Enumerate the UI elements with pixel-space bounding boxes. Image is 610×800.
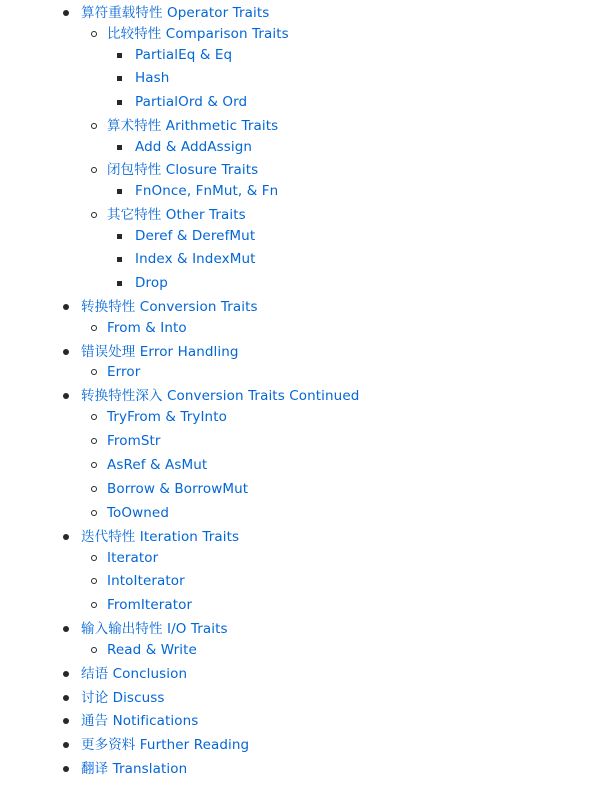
toc-item-from-into [91, 318, 187, 338]
toc-item-iterator [91, 548, 158, 568]
bullet-disc-icon [63, 718, 69, 724]
toc-item-asref-asmut [91, 455, 207, 475]
bullet-circle-icon [91, 462, 97, 468]
toc-link[interactable]: PartialOrd & Ord [135, 94, 248, 110]
toc-item-add-addassign [117, 137, 252, 157]
bullet-disc-icon [63, 393, 69, 399]
bullet-circle-icon [91, 486, 97, 492]
toc-link[interactable]: Index & IndexMut [135, 251, 256, 267]
toc-item-read-write [91, 640, 197, 660]
bullet-circle-icon [91, 438, 97, 444]
toc-item-closure-traits [91, 160, 258, 180]
toc-item-toowned [91, 503, 169, 523]
toc-link[interactable]: IntoIterator [107, 573, 185, 589]
toc-link[interactable]: ToOwned [107, 505, 170, 521]
toc-link[interactable]: 迭代特性 Iteration Traits [81, 529, 240, 545]
toc-item-conversion-traits [63, 297, 258, 317]
toc-link[interactable]: Iterator [107, 550, 159, 566]
toc-link[interactable]: 闭包特性 Closure Traits [107, 162, 259, 178]
bullet-circle-icon [91, 123, 97, 129]
bullet-square-icon [117, 257, 122, 262]
toc-link[interactable]: 算术特性 Arithmetic Traits [107, 118, 279, 134]
toc-item-conclusion [63, 664, 187, 684]
toc-item-translation [63, 759, 187, 779]
toc-link[interactable]: FromIterator [107, 597, 193, 613]
toc-link[interactable]: 比较特性 Comparison Traits [107, 26, 289, 42]
toc-item-notifications [63, 711, 198, 731]
bullet-circle-icon [91, 602, 97, 608]
toc-link[interactable]: 转换特性 Conversion Traits [81, 299, 258, 315]
toc-item-deref-derefmut [117, 226, 255, 246]
toc-item-further-reading [63, 735, 249, 755]
toc-item-borrow-borrowmut [91, 479, 248, 499]
bullet-disc-icon [63, 695, 69, 701]
toc-item-tryfrom-tryinto [91, 407, 227, 427]
bullet-circle-icon [91, 31, 97, 37]
bullet-disc-icon [63, 742, 69, 748]
toc-item-iteration-traits [63, 527, 239, 547]
bullet-circle-icon [91, 578, 97, 584]
toc-link[interactable]: 其它特性 Other Traits [107, 207, 246, 223]
toc-item-fromstr [91, 431, 161, 451]
toc-link[interactable]: AsRef & AsMut [107, 457, 208, 473]
bullet-disc-icon [63, 10, 69, 16]
toc-item-discuss [63, 688, 165, 708]
bullet-disc-icon [63, 671, 69, 677]
toc-link[interactable]: 翻译 Translation [81, 761, 188, 777]
toc-item-hash [117, 68, 169, 88]
bullet-circle-icon [91, 414, 97, 420]
bullet-square-icon [117, 100, 122, 105]
toc-item-intoiterator [91, 571, 185, 591]
toc-item-fromiterator [91, 595, 192, 615]
toc-link[interactable]: 错误处理 Error Handling [81, 344, 239, 360]
bullet-circle-icon [91, 325, 97, 331]
toc-link[interactable]: Add & AddAssign [135, 139, 253, 155]
bullet-square-icon [117, 189, 122, 194]
toc-link[interactable]: 输入输出特性 I/O Traits [81, 621, 228, 637]
toc-item-arithmetic-traits [91, 116, 278, 136]
toc-item-partialord-ord [117, 92, 247, 112]
toc-item-index-indexmut [117, 249, 256, 269]
toc-item-io-traits [63, 619, 228, 639]
toc-item-conversion-traits-continued [63, 386, 359, 406]
toc-item-drop [117, 273, 168, 293]
bullet-circle-icon [91, 647, 97, 653]
bullet-square-icon [117, 234, 122, 239]
toc-item-partialeq-eq [117, 45, 232, 65]
toc-link[interactable]: Deref & DerefMut [135, 228, 256, 244]
toc-item-error [91, 362, 140, 382]
toc-item-comparison-traits [91, 24, 289, 44]
toc-link[interactable]: TryFrom & TryInto [107, 409, 227, 425]
bullet-disc-icon [63, 534, 69, 540]
toc-item-other-traits [91, 205, 246, 225]
toc-link[interactable]: Borrow & BorrowMut [107, 481, 249, 497]
toc-link[interactable]: 通告 Notifications [81, 713, 199, 729]
bullet-circle-icon [91, 555, 97, 561]
bullet-square-icon [117, 145, 122, 150]
toc-item-error-handling [63, 342, 239, 362]
toc-link[interactable]: Hash [135, 70, 170, 86]
toc-link[interactable]: From & Into [107, 320, 187, 336]
toc-link[interactable]: 更多资料 Further Reading [81, 737, 250, 753]
bullet-square-icon [117, 76, 122, 81]
toc-item-fnonce-fnmut-fn [117, 181, 278, 201]
toc-link[interactable]: FnOnce, FnMut, & Fn [135, 183, 279, 199]
bullet-disc-icon [63, 626, 69, 632]
bullet-circle-icon [91, 167, 97, 173]
toc-link[interactable]: 讨论 Discuss [81, 690, 165, 706]
bullet-square-icon [117, 281, 122, 286]
toc-link[interactable]: 转换特性深入 Conversion Traits Continued [81, 388, 360, 404]
toc-link[interactable]: Error [107, 364, 141, 380]
bullet-disc-icon [63, 766, 69, 772]
toc-link[interactable]: Read & Write [107, 642, 197, 658]
toc-item-operator-traits [63, 3, 269, 23]
bullet-circle-icon [91, 369, 97, 375]
bullet-disc-icon [63, 349, 69, 355]
toc-link[interactable]: 结语 Conclusion [81, 666, 188, 682]
toc-link[interactable]: FromStr [107, 433, 161, 449]
bullet-circle-icon [91, 510, 97, 516]
toc-link[interactable]: Drop [135, 275, 168, 291]
bullet-disc-icon [63, 304, 69, 310]
toc-link[interactable]: PartialEq & Eq [135, 47, 233, 63]
toc-link[interactable]: 算符重载特性 Operator Traits [81, 5, 270, 21]
bullet-circle-icon [91, 212, 97, 218]
bullet-square-icon [117, 53, 122, 58]
